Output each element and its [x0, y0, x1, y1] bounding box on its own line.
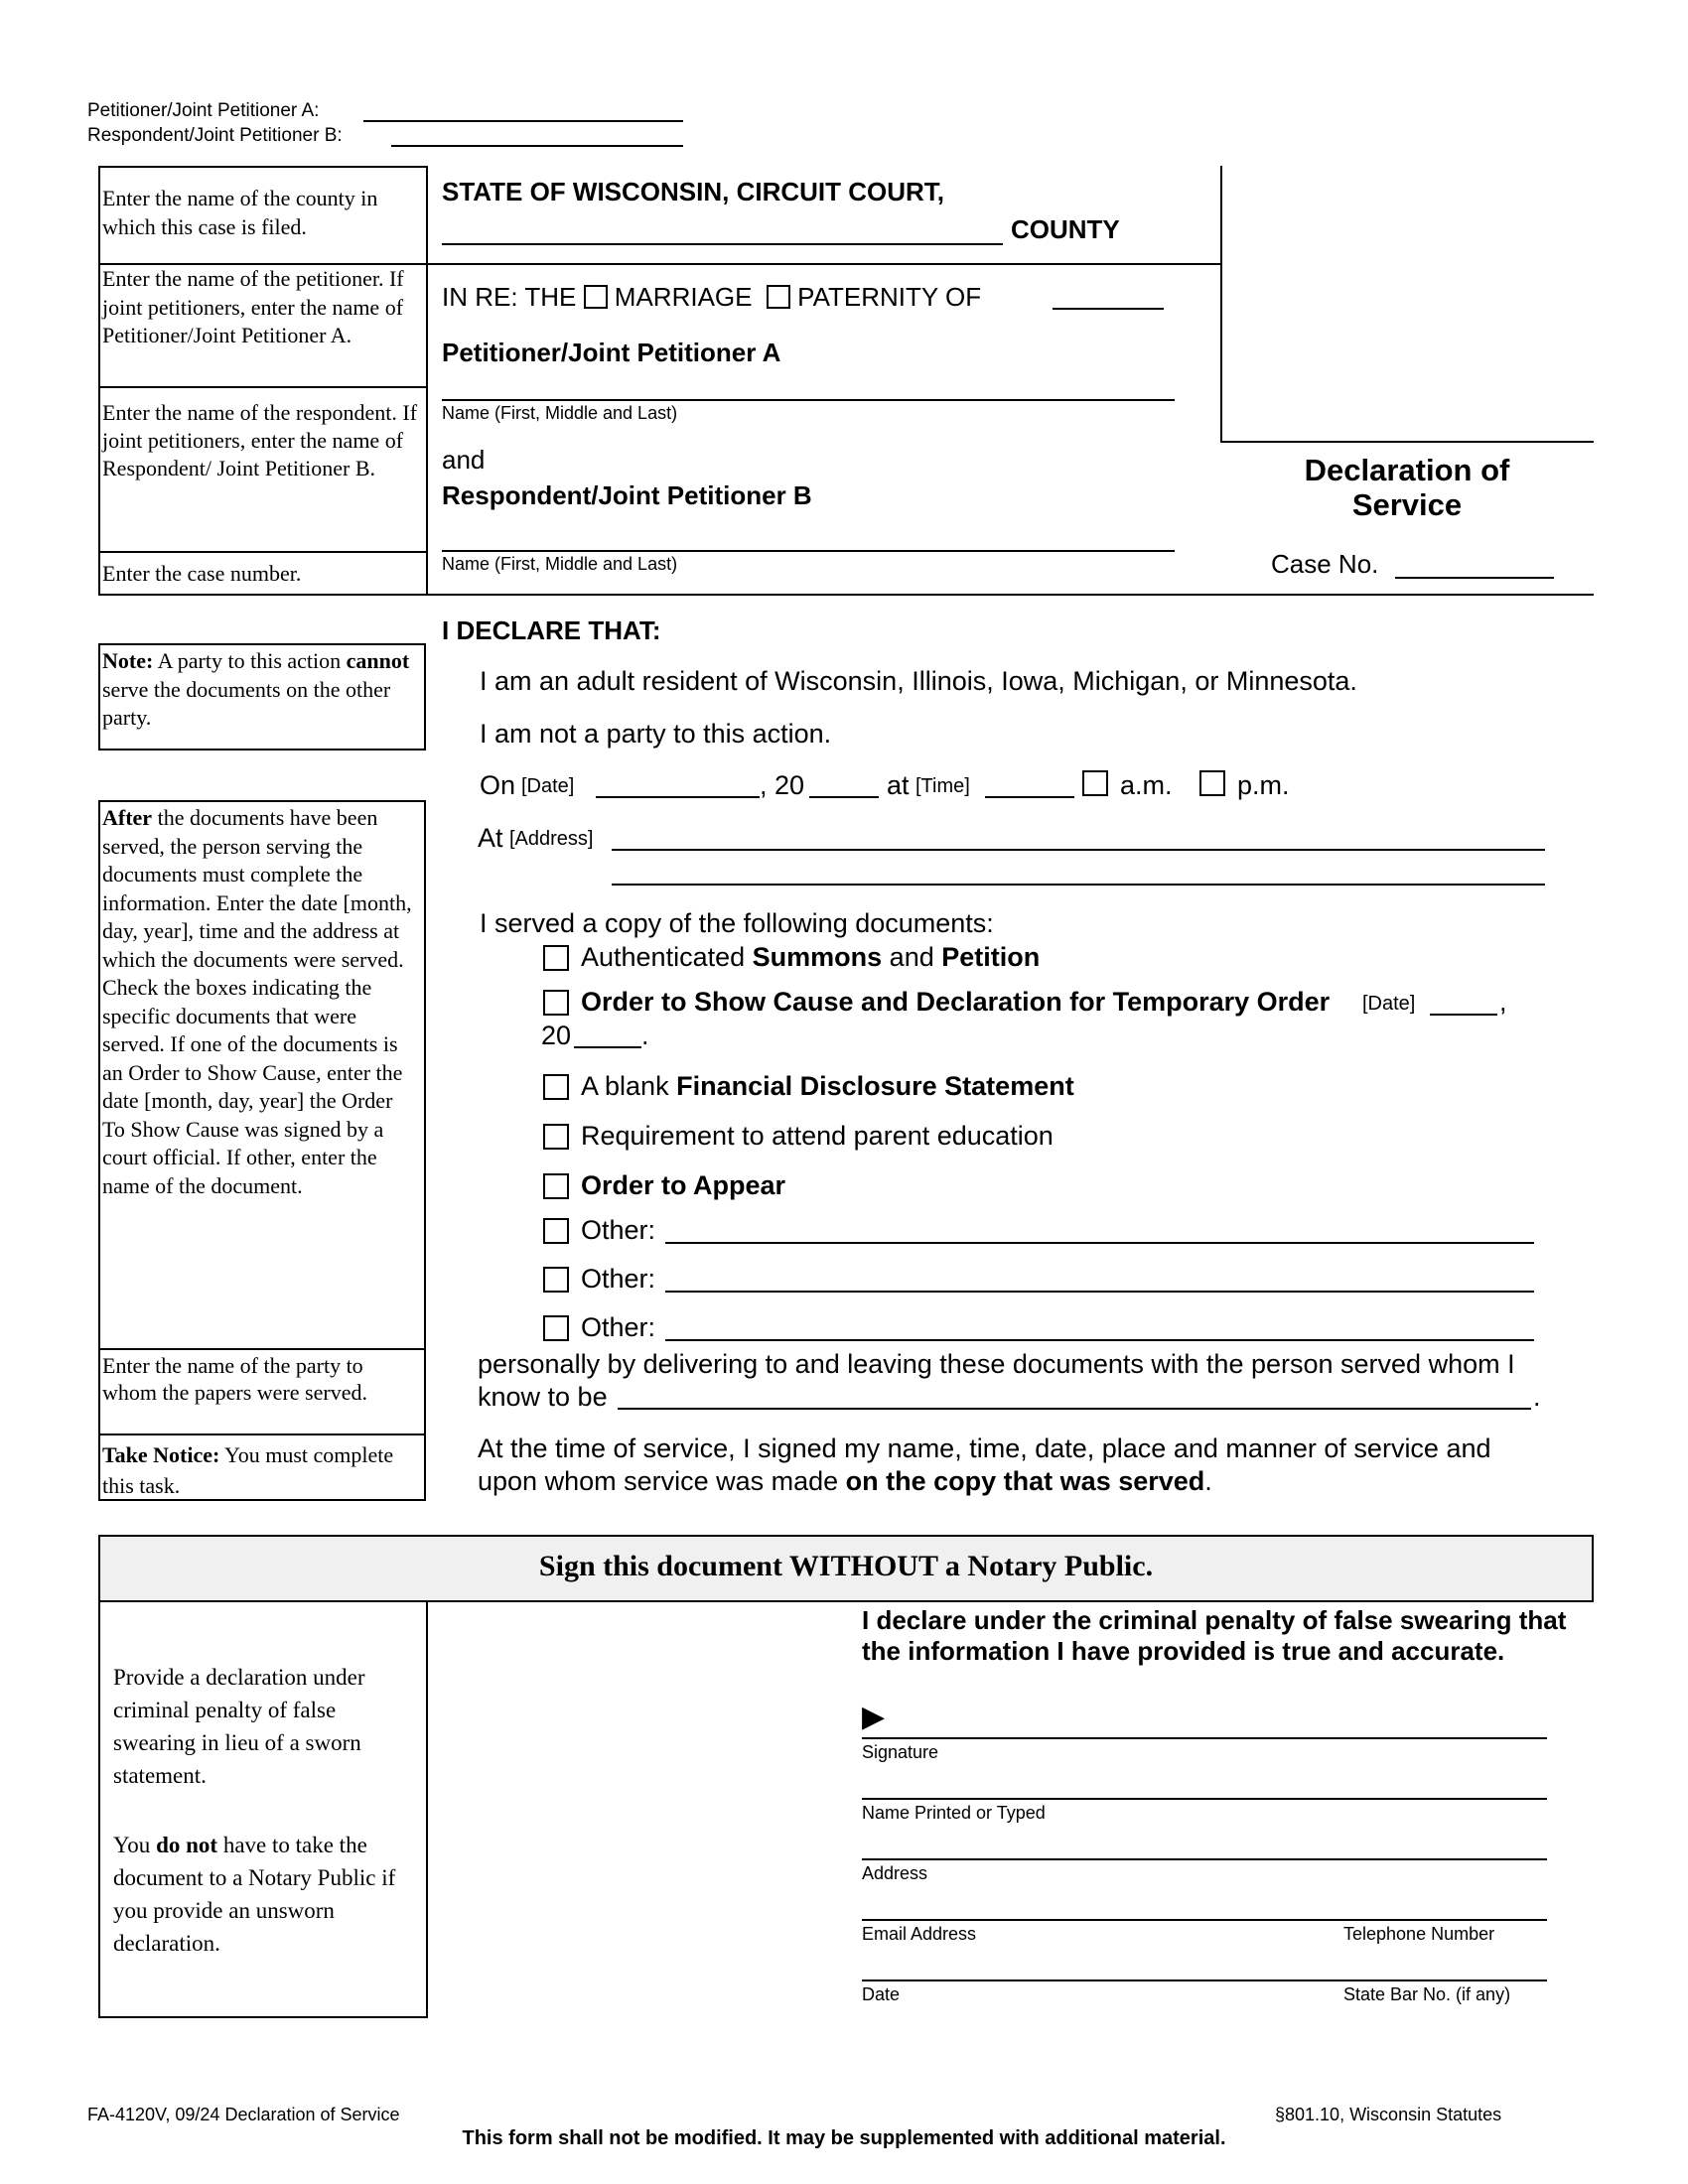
caption-top-border	[98, 166, 426, 168]
served-copy-label: I served a copy of the following documents:	[480, 908, 994, 938]
order-year-period: .	[641, 1021, 649, 1050]
doc1-and: and	[882, 942, 942, 972]
service-time-field[interactable]	[985, 796, 1074, 798]
note-text	[102, 647, 420, 733]
order-date-comma: ,	[1499, 987, 1507, 1017]
signature-arrow-icon: ▶	[862, 1701, 886, 1733]
am-checkbox[interactable]	[1082, 770, 1108, 796]
petitioner-a-label: Petitioner/Joint Petitioner A:	[87, 100, 320, 121]
sign-header: Sign this document WITHOUT a Notary Public.	[538, 1550, 1154, 1582]
instructions-divider	[98, 1348, 426, 1350]
service-date-field[interactable]	[596, 796, 760, 798]
take-notice	[102, 1439, 420, 1501]
order-to-appear-checkbox[interactable]	[543, 1173, 569, 1199]
take-notice-text: You must complete this task.	[102, 1442, 394, 1498]
title-box-border	[1220, 166, 1222, 442]
name-printed-field[interactable]	[862, 1798, 1547, 1800]
date-tag: [Date]	[521, 775, 575, 797]
order-year-field[interactable]	[574, 1046, 641, 1048]
summons-petition-label	[581, 942, 1040, 973]
date-bar-field[interactable]	[862, 1979, 1547, 1981]
bar-no-label: State Bar No. (if any)	[1343, 1984, 1511, 2004]
case-no-field[interactable]	[1395, 577, 1554, 579]
in-re-label: IN RE: THE	[442, 282, 577, 312]
doc3-bold: Financial Disclosure Statement	[676, 1071, 1074, 1101]
other-label-3: Other:	[581, 1312, 656, 1342]
time-of-service-line-1: At the time of service, I signed my name, time, date, place and manner of service and	[478, 1433, 1491, 1463]
at-time-label: at	[887, 770, 910, 800]
note-text-2: serve the documents on the other party.	[102, 676, 391, 730]
doc1-summons: Summons	[752, 942, 883, 972]
order-show-cause-label: Order to Show Cause and Declaration for Temporary Order	[581, 987, 1331, 1017]
notary-info	[113, 1829, 411, 1960]
address-field-2[interactable]	[612, 884, 1545, 886]
petitioner-a-field[interactable]	[363, 120, 683, 122]
doc1-petition: Petition	[941, 942, 1041, 972]
take-notice-bold: Take Notice:	[102, 1442, 220, 1467]
parent-education-checkbox[interactable]	[543, 1124, 569, 1150]
respondent-name-field[interactable]	[442, 550, 1175, 552]
in-re-line	[442, 282, 981, 313]
tos-2a: upon whom service was made	[478, 1466, 846, 1496]
petitioner-name-field[interactable]	[442, 399, 1175, 401]
parent-education-label: Requirement to attend parent education	[581, 1121, 1054, 1151]
court-heading: STATE OF WISCONSIN, CIRCUIT COURT,	[442, 177, 945, 206]
county-field[interactable]	[442, 243, 1003, 245]
know-to-be-label: know to be	[478, 1382, 608, 1412]
other-field-2[interactable]	[665, 1291, 1534, 1293]
pm-checkbox[interactable]	[1199, 770, 1225, 796]
case-hint: Enter the case number.	[102, 561, 302, 586]
order-year-prefix: 20	[541, 1021, 572, 1050]
address-tag: [Address]	[509, 828, 594, 850]
name-printed-label: Name Printed or Typed	[862, 1803, 1046, 1823]
declare-heading: I DECLARE THAT:	[442, 615, 661, 645]
tos-2c: .	[1204, 1466, 1212, 1496]
paternity-label: PATERNITY OF	[797, 282, 982, 312]
email-telephone-field[interactable]	[862, 1919, 1547, 1921]
signature-field[interactable]	[862, 1737, 1547, 1739]
after-instructions	[102, 804, 420, 1200]
email-label: Email Address	[862, 1924, 977, 1944]
note-bold: Note:	[102, 648, 154, 673]
notary-you: You	[113, 1833, 157, 1857]
and-label: and	[442, 445, 486, 475]
title-box-border	[1220, 441, 1594, 443]
caption-bottom-border	[98, 594, 1594, 596]
financial-disclosure-checkbox[interactable]	[543, 1074, 569, 1100]
declaration-info: Provide a declaration under criminal penalty of false swearing in lieu of a sworn statement.	[113, 1665, 365, 1788]
instructions-divider	[98, 1433, 426, 1435]
personally-line-1: personally by delivering to and leaving these documents with the person served whom I	[478, 1349, 1515, 1379]
respondent-b-label: Respondent/Joint Petitioner B:	[87, 125, 343, 146]
respondent-b-field[interactable]	[391, 145, 683, 147]
penalty-statement: I declare under the criminal penalty of false swearing that the information I have provided is true and accurate.	[862, 1605, 1567, 1666]
other-checkbox-2[interactable]	[543, 1267, 569, 1293]
caption-divider	[426, 166, 428, 595]
know-to-be-period: .	[1533, 1382, 1541, 1412]
caption-left-border	[98, 166, 100, 595]
doc1-pre: Authenticated	[581, 942, 753, 972]
petitioner-a-caption: Petitioner/Joint Petitioner A	[442, 338, 781, 367]
respondent-hint: Enter the name of the respondent. If joint petitioners, enter the name of Respondent/ Joint Petitioner B.	[102, 400, 418, 480]
case-no-label: Case No.	[1271, 549, 1379, 579]
am-label: a.m.	[1120, 770, 1173, 800]
financial-disclosure-label	[581, 1071, 1074, 1102]
notary-do-not: do not	[156, 1833, 218, 1857]
order-date-field[interactable]	[1430, 1014, 1497, 1016]
time-tag: [Time]	[915, 775, 970, 797]
marriage-label: MARRIAGE	[614, 282, 753, 312]
row-divider	[98, 386, 426, 388]
respondent-name-caption: Name (First, Middle and Last)	[442, 554, 678, 574]
on-label: On	[480, 770, 516, 800]
time-of-service-line-2	[478, 1466, 1212, 1497]
signer-address-field[interactable]	[862, 1858, 1547, 1860]
sign-date-label: Date	[862, 1984, 901, 2004]
address-field-1[interactable]	[612, 849, 1545, 851]
other-field-1[interactable]	[665, 1242, 1534, 1244]
order-show-cause-checkbox[interactable]	[543, 990, 569, 1016]
order-date-tag: [Date]	[1362, 993, 1416, 1015]
summons-petition-checkbox[interactable]	[543, 945, 569, 971]
note-cannot: cannot	[346, 648, 410, 673]
person-served-field[interactable]	[618, 1408, 1531, 1410]
county-hint: Enter the name of the county in which this case is filed.	[102, 186, 378, 239]
service-year-field[interactable]	[809, 796, 879, 798]
form-id: FA-4120V, 09/24 Declaration of Service	[87, 2105, 400, 2124]
other-label-2: Other:	[581, 1264, 656, 1294]
after-bold: After	[102, 805, 153, 830]
at-address-label: At	[478, 823, 503, 853]
county-label: COUNTY	[1011, 214, 1120, 244]
petitioner-hint: Enter the name of the petitioner. If joint petitioners, enter the name of Petitioner/Joint Petitioner A.	[102, 266, 404, 347]
tos-2b: on the copy that was served	[845, 1466, 1205, 1496]
resident-statement: I am an adult resident of Wisconsin, Illinois, Iowa, Michigan, or Minnesota.	[480, 666, 1357, 696]
respondent-b-caption: Respondent/Joint Petitioner B	[442, 480, 812, 510]
comma-20-label: , 20	[760, 770, 805, 800]
telephone-label: Telephone Number	[1343, 1924, 1495, 1944]
other-field-3[interactable]	[665, 1339, 1534, 1341]
note-text-1: A party to this action	[153, 648, 347, 673]
not-party-statement: I am not a party to this action.	[480, 719, 832, 749]
signature-label: Signature	[862, 1742, 939, 1762]
other-label-1: Other:	[581, 1215, 656, 1245]
party-hint: Enter the name of the party to whom the papers were served.	[102, 1353, 367, 1405]
petitioner-name-caption: Name (First, Middle and Last)	[442, 403, 678, 423]
other-checkbox-3[interactable]	[543, 1315, 569, 1341]
notary-rest: have to take the document to a Notary Public if you provide an unsworn declaration.	[113, 1833, 396, 1956]
paternity-checkbox[interactable]	[767, 285, 790, 309]
modification-notice: This form shall not be modified. It may be supplemented with additional material.	[462, 2127, 1226, 2149]
paternity-of-field[interactable]	[1053, 308, 1164, 310]
statute-ref: §801.10, Wisconsin Statutes	[1275, 2105, 1502, 2124]
signer-address-label: Address	[862, 1863, 928, 1883]
form-title: Declaration of Service	[1304, 453, 1510, 522]
order-to-appear-label: Order to Appear	[581, 1170, 786, 1200]
marriage-checkbox[interactable]	[584, 285, 608, 309]
pm-label: p.m.	[1237, 770, 1290, 800]
row-divider	[98, 551, 426, 553]
other-checkbox-1[interactable]	[543, 1218, 569, 1244]
doc3-pre: A blank	[581, 1071, 677, 1101]
after-text: the documents have been served, the person serving the documents must complete the information. Enter the date [month, day, year], time and the address at which the documents were served. Check the boxes indicating the specific documents that were served. If one of the documents is an Order to Show Cause, enter the date [month, day, year] the Order To Show Cause was signed by a court official. If other, enter the name of the document.	[102, 805, 412, 1198]
